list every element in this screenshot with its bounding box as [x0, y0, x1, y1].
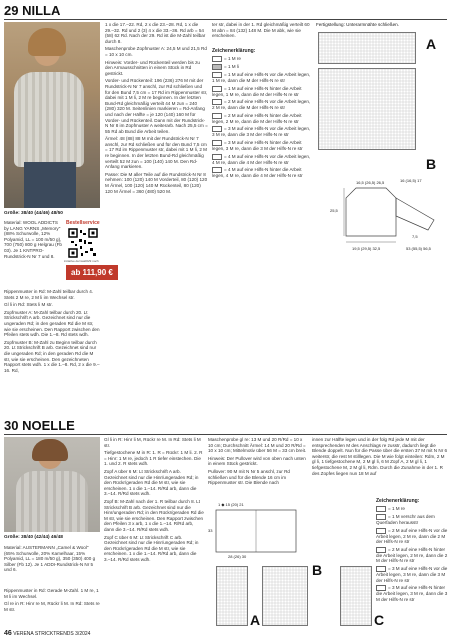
paragraph: Hinweis: Vorder- und Rückenteil werden bis zu den Armausschnitten in einem Stück in Rd gestrickt. [105, 59, 200, 76]
legend-item: = 1 M auf eine Hilfs-N hinter die Arbeit legen, 1 M re, dann die M der Hilfs-N re str [212, 85, 302, 97]
section-number: 30 [4, 418, 19, 433]
legend-item: = 3 M auf eine Hilfs-N vor die Arbeit legen, 3 M re, dann die 3 M der Hilfs-N re str [376, 566, 448, 583]
legend-item: = 2 M auf eine Hilfs-N hinter die Arbeit legen, 2 M re, dann die 2 M der Hilfs-N re str [376, 547, 448, 564]
paragraph: Tiefgestochene M in R: 1. R = Rückr: 1 M li. 2. R = Hinr: 1 M re, jedoch 1 R tiefer einstechen. Die 1. und 2. R stets wdh. [104, 450, 203, 467]
material-nilla: Material: WOOL ADDICTS by LANG YARNS „Memory" (88% Schurwolle, 12% Polyamid, LL = 100 m/50 g), 700 (750) 800 g Helgrau (Fb 03). Je 1 KNTPRO-Rundstrick-N Nr 7 und 8. [4, 220, 62, 259]
legend-item: = 3 M auf eine Hilfs-N vor die Arbeit legen, 3 M re, dann die 3 M der Hilfs-N re str [212, 126, 311, 138]
material-noelle: Material: AUSTERMANN „Camel & Wool" (65% Schurwolle, 20% Kamelhaar, 15% Polyamid, LL = 180 m/50 g), 350 (350) 400 g Silber (Fb 12). Je 1 ADDI-Rundstrick-N Nr 5 und 6. [4, 545, 96, 573]
legend-nilla [212, 56, 312, 411]
legend-item: = 1 M verschr aus dem Querfaden herausstr [376, 514, 435, 525]
chart-letter-a: A [426, 36, 437, 52]
paragraph: Maschenprobe Zopfmuster A: 24,5 M und 21,5 Rd = 10 x 10 cm. [105, 46, 207, 57]
section-name: NOELLE [22, 418, 75, 433]
paragraph: Zopf C über 6 M: Lt Strickschrift C arb. Gezeichnet sind nur die Hinr/ungeraden Rd; in den Rückr/geraden Rd die M str, wie sie erscheinen. 1 x die 1.–14. R/Rd arb, dann die 3.–14. R/Rd stets wdh. [104, 534, 199, 562]
legend-item: = 2 M auf eine Hilfs-N vor die Arbeit legen, 2 M re, dann die M der Hilfs-N re str [212, 99, 311, 111]
paragraph: Vorder- und Rückenteil: 196 (236) 276 M mit der Rundstrick-N Nr 7 anschl, zur Rd schließen und für den Bund 7,5 cm = 17 Rd im Rippenmuster str, dabei mit 1 M li, 2 M re beginnen. In der letzten Bund-Rd gleichmäßig verteilt 44 M zun = 240 (280) 320 M. Seitenlinien markieren = Rd-Anfang und nach der Hälfte = je 120 (140) 160 M für Vorder- und Rückenteil. Dann mit der Rundstrick-N Nr 8 im Zopfmuster A weiterarb. Nach 25,5 cm = 55 Rd ab Bund die Arbeit teilen. [105, 78, 208, 134]
knitting-chart-noelle-b [262, 566, 308, 626]
paragraph: Rippenmuster in Rd: M-Zahl teilbar durch 4. Stets 2 M re, 2 M li im Wechsel str. [4, 289, 94, 300]
measure-label: 53 (55,5) 56,5 [406, 246, 431, 251]
chart-letter-b: B [426, 156, 437, 172]
knitting-chart-a [318, 32, 416, 64]
legend-item: = 1 M li [212, 64, 312, 70]
measure-label: 19,5 (29,5) 32,5 [352, 246, 381, 251]
knitting-chart-noelle-c [340, 566, 372, 626]
measure-label: 25,5 [330, 208, 338, 213]
legend-noelle [376, 506, 448, 626]
chart-b-grid [319, 69, 415, 149]
chart-noelle-a-grid [217, 567, 247, 625]
chart-noelle-b-grid [263, 567, 307, 625]
garment-schematic-noelle [208, 502, 308, 562]
size-label-nilla: Größe: 38/40 (44/46) 48/50 [4, 211, 63, 216]
section-divider [4, 434, 447, 435]
legend-item: = 3 M auf eine Hilfs-N hinter die Arbeit legen, 3 M re, dann die 3 M der Hilfs-N re str [212, 140, 303, 151]
chart-letter-b: B [312, 562, 323, 578]
knit-symbol-icon [212, 56, 222, 62]
knit-symbol-icon [376, 506, 386, 512]
noelle-col3 [208, 437, 308, 499]
legend-item: = 1 M auf eine Hilfs-N vor die Arbeit legen, 1 M re, dann die M der Hilfs-N re str [212, 72, 311, 83]
paragraph: Hinweis: Der Pullover wird von oben nach unten in einem Stück gestrickt. [208, 455, 306, 467]
measure-label: 16 (16,5) 17 [400, 178, 422, 183]
legend-item: = 2 M auf eine Hilfs-N vor die Arbeit legen, 2 M re, dann die 2 M der Hilfs-N re str [376, 527, 448, 545]
paragraph: Ärmel: 48 (88) 88 M mit der Rundstrick-N Nr 7 anschl, zur Rd schließen und für den Bund 7,5 cm = 17 Rd im Rippenmuster str, dabei mit 1 M li, 2 M re beginnen. In der letzten Bund-Rd gleichmäßig verteilt 52 M zun = 100 (140) 140 M. Den Rd-Anfang markieren. [105, 136, 207, 170]
page-number: 46 [4, 630, 12, 637]
chart-letter-a: A [250, 612, 261, 628]
measure-label: 33 [208, 528, 213, 533]
magazine-name: VERENA STRICKTRENDS 3/2024 [13, 631, 91, 637]
section-title-noelle [4, 418, 75, 433]
chart-noelle-c-grid [341, 567, 371, 625]
section-name: NILLA [22, 3, 61, 18]
measure-label: 16,5 (26,5) 26,5 [356, 180, 385, 185]
legend-item: = 1 M re [376, 506, 448, 512]
size-label-noelle: Größe: 38/40 (42/44) 46/48 [4, 535, 63, 540]
measure-label: 28 (26) 30 [228, 554, 247, 559]
measure-label: 7,5 [412, 234, 418, 239]
legend-item: = 3 M auf eine Hilfs-N hinter die Arbeit legen, 3 M re, dann die 3 M der Hilfs-N re str [376, 585, 448, 602]
paragraph: Passe: Die M aller Teile auf die Rundstrick-N Nr 8 nehmen: 100 (120) 140 M Vorderteil, 80 (120) 120 M Ärmel, 100 (120) 140 M Rückenteil, 80 (120) 120 M Ärmel = 360 (480) 520 M. [105, 171, 208, 194]
noelle-col2 [104, 437, 204, 625]
chart-letter-c: C [374, 612, 385, 628]
paragraph: Zopfmuster A: M-Zahl teilbar durch 20. Lt Strickschrift A arb. Gezeichnet sind nur die ungeraden Rd; in den geraden Rd die M str, wie sie erscheinen. Den Rapport zwischen den Pfeilen stets wdh. Die 1.–8. Rd stets wdh. [4, 309, 100, 338]
paragraph: Pullover: 90 M mit N Nr 5 anschl, zur Rd schließen und für die Blende 16 cm im Rippenmuster str. Die Blende nach [208, 468, 290, 486]
garment-schematic-nilla [316, 176, 448, 266]
paragraph: Maschenprobe gl re: 13 M und 20 R/Rd = 10 x 10 cm; Durchschnitt Ärmel: 14 M und 20 R/Rd = 10 x 10 cm; Mittelmotiv über 56 M = 33 cm breit. [208, 437, 307, 454]
nilla-col3 [212, 22, 312, 46]
noelle-col1 [4, 588, 100, 624]
knitting-chart-noelle-a [216, 566, 248, 626]
paragraph: innen zur Hälfte legen und in der folg Rd jede M mit der entsprechenden M des Anschlags re zusstr, dadurch liegt die Blende doppelt. Nun für die Passe über die ersten 37 M mit N Nr 6 weiterstr, die rest M stilllegen. Die M wie folgt einteilen: Rdm, 2 M gl li, 1 tiefgestochene M, 2 M gl li, 6 M Zopf A, 2 M gl li, 1 tiefgestochene M, 2 M gl li, Rdm. Durch die Zunahme in der 1. R des Zopfes liegen nun 18 M auf [312, 437, 448, 476]
section-divider [4, 19, 447, 20]
paragraph: Zopf B: M-Zahl nach der 1. R teilbar durch 8. Lt Strickschrift B arb. Gezeichnet sind nur die Hinr/ungeraden Rd; in den Rückr/geraden Rd die M str, wie sie erscheinen. Den Rapport zwischen den Pfeilen 3 x arb, 1 x die 1.–14. R/Rd arb, dann die 3.–14. R/Rd stets wdh. [104, 498, 204, 532]
model-photo-nilla [4, 22, 100, 208]
legend-title-noelle: Zeichenerklärung: [376, 498, 420, 504]
paragraph: ter str, dabei in der 1. Rd gleichmäßig verteilt 60 M abn = 84 (132) 148 M. Die M abk, wie sie erscheinen. [212, 22, 310, 39]
legend-item: = 1 M re [212, 56, 312, 62]
noelle-col4 [312, 437, 448, 495]
measure-label: 1 ◆ 15 (20) 21 [218, 502, 244, 507]
legend-item: = 2 M auf eine Hilfs-N hinter die Arbeit legen, 2 M re, dann die M der Hilfs-N re str [212, 113, 302, 124]
nilla-col1 [4, 289, 100, 411]
paragraph: 1 x die 17.–22. Rd, 2 x die 23.–28. Rd, 1 x die 29.–32. Rd und 2 (3) 4 x die 33.–36. Rd arb = 54 (58) 62 Rd. Nach der 29. Rd ist die M-Zahl teilbar durch 8. [105, 22, 206, 44]
paragraph: Gl li in R: Hinr li M, Rückr re M. In Rd: Stets li M str. [104, 437, 201, 448]
legend-item: = 4 M auf eine Hilfs-N vor die Arbeit legen, 4 M re, dann die 4 M der Hilfs-N re str [212, 153, 311, 165]
model-photo-noelle [4, 437, 100, 532]
legend-title-nilla: Zeichenerklärung: [212, 48, 256, 54]
page-footer [4, 630, 90, 637]
paragraph: Zopfmuster B: M-Zahl zu Beginn teilbar durch 20. Lt Strickschrift B arb. Gezeichnet sind nur die ungeraden Rd; in den geraden Rd die M str, wie sie erscheinen. Den gezeichneten Rapport stets wdh. 1 x die 1.–8. Rd, 2 x die 9.–16. Rd, [4, 339, 100, 373]
chart-a-grid [319, 33, 415, 63]
knitting-chart-b [318, 68, 416, 150]
paragraph: Zopf A über 6 M: Lt Strickschrift A arb. Gezeichnet sind nur die Hinr/ungeraden Rd; in den Rückr/geraden Rd die M str, wie sie erscheinen. 1 x die 1.–14. R/Rd arb, dann die 3.–14. R/Rd stets wdh. [104, 468, 199, 497]
price-badge[interactable]: ab 111,90 € [66, 265, 118, 280]
nilla-col2 [105, 22, 208, 411]
purl-symbol-icon [212, 64, 222, 70]
qr-code-icon [68, 228, 98, 258]
legend-item: = 4 M auf eine Hilfs-N hinter die Arbeit legen, 4 M re, dann die 4 M der Hilfs-N re str [212, 167, 303, 179]
section-number: 29 [4, 3, 19, 18]
section-title-nilla [4, 3, 60, 18]
paragraph: Gl li in Rd: Stets li M str. [4, 302, 53, 308]
paragraph: Gl re in R: Hinr re M, Rückr li M. In Rd: Stets re M str. [4, 601, 100, 612]
paragraph: Rippenmuster in Rd: Gerade M-Zahl. 1 M re, 1 M li im Wechsel. [4, 588, 99, 599]
qr-caption: initiative.de/nsa0029 noch [64, 259, 99, 263]
bestellservice-label: Bestellservice [66, 220, 100, 226]
fertigstellung-nilla: Fertigstellung: Unterarmnähte schließen. [316, 22, 399, 27]
